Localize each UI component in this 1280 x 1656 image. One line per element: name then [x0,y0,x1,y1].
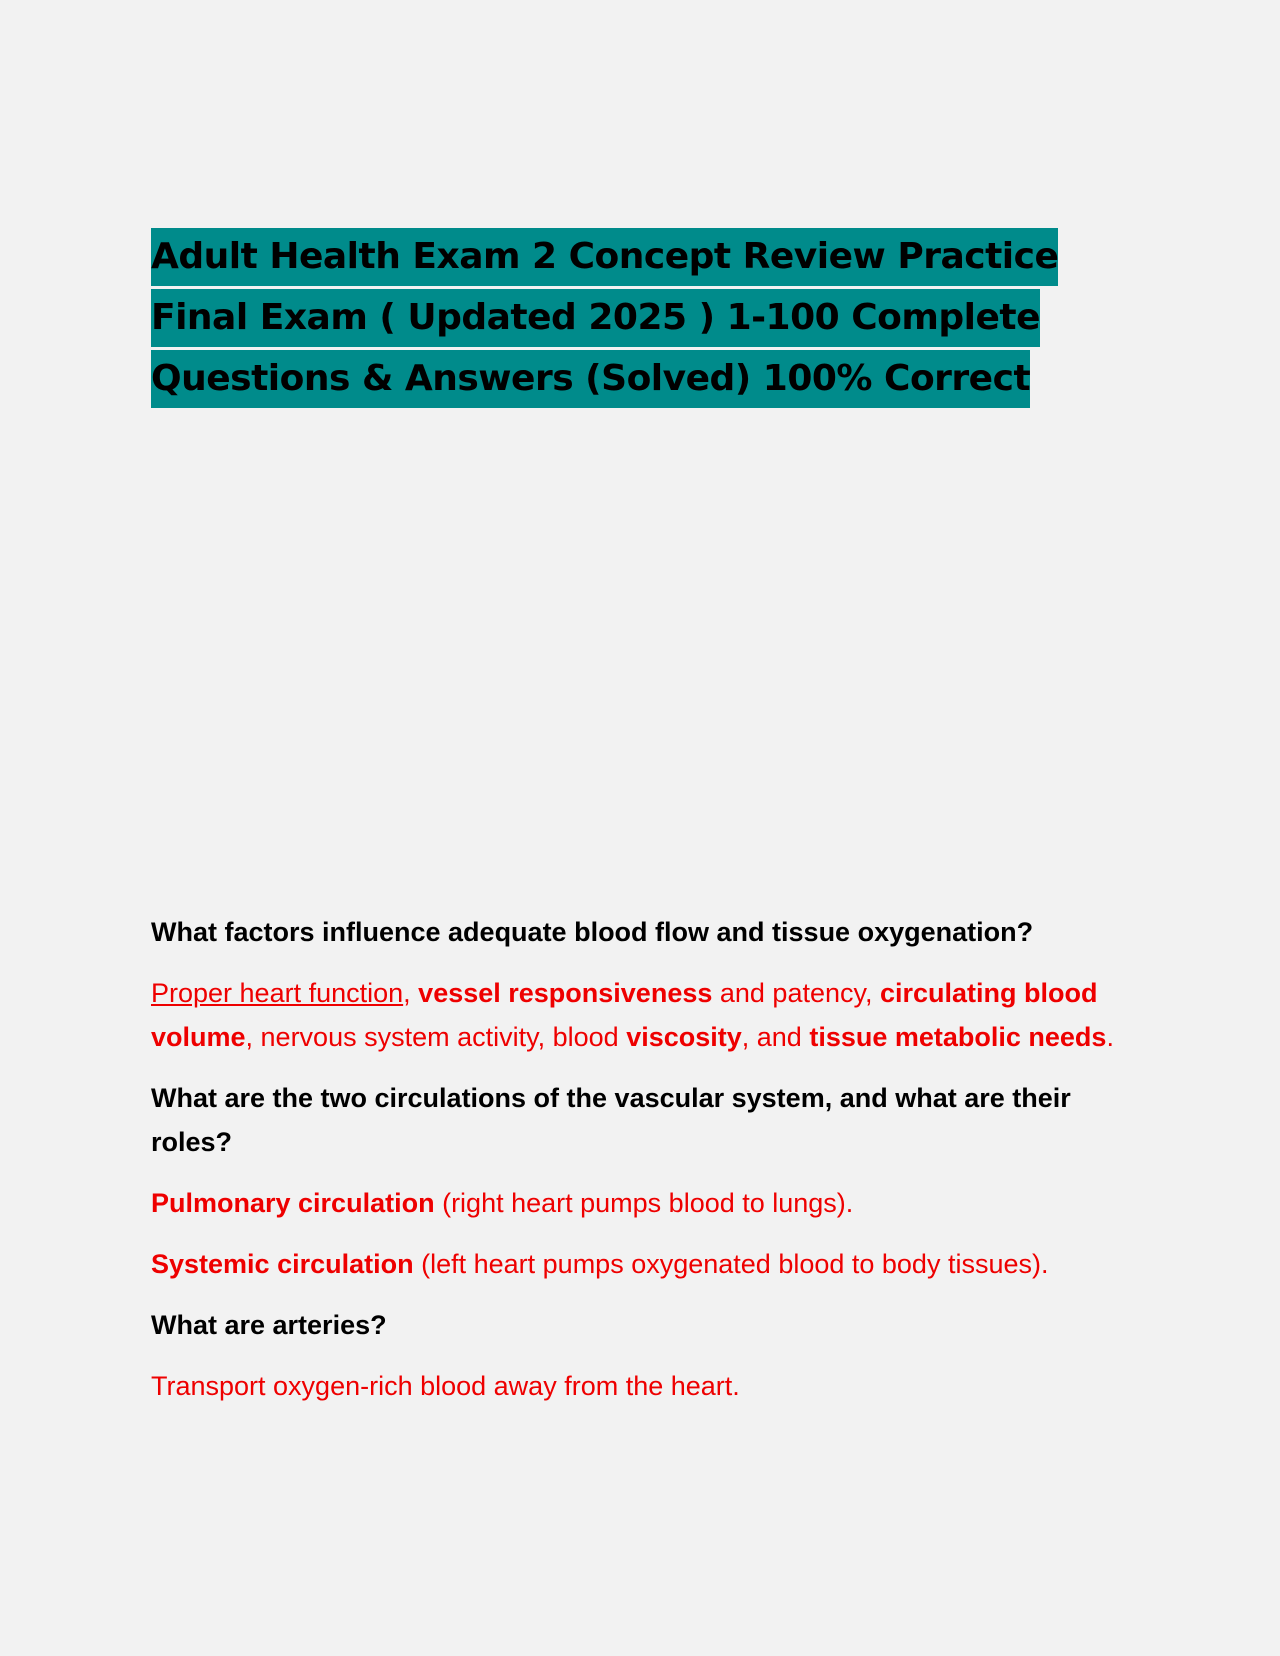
answer-1-text: , [403,978,419,1008]
answer-1-text: , nervous system activity, blood [245,1022,627,1052]
answer-2-pulmonary-text: (right heart pumps blood to lungs). [434,1188,854,1218]
answer-1-bold: viscosity [626,1022,742,1052]
question-3: What are arteries? [151,1310,387,1340]
answer-1-text: and patency, [712,978,880,1008]
answer-2-pulmonary-bold: Pulmonary circulation [151,1188,435,1218]
title-line-1: Adult Health Exam 2 Concept Review Practice [151,228,1058,286]
title-line [151,289,1111,347]
title-line-3: Questions & Answers (Solved) 100% Correct [151,350,1030,408]
title-line-2: Final Exam ( Updated 2025 ) 1-100 Complete [151,289,1040,347]
question-1: What factors influence adequate blood flow and tissue oxygenation? [151,917,1034,947]
title-line [151,350,1111,408]
answer-1-text: . [1106,1022,1114,1052]
answer-1-bold: vessel responsiveness [418,978,713,1008]
answer-1-bold: circulating blood volume [151,978,1098,1052]
answer-2-systemic-text: (left heart pumps oxygenated blood to body tissues). [413,1249,1049,1279]
answer-1-text: , and [741,1022,810,1052]
qa-content [151,910,1126,1425]
question-2: What are the two circulations of the vascular system, and what are their roles? [151,1083,1071,1157]
answer-3: Transport oxygen-rich blood away from the heart. [151,1371,740,1401]
answer-2-systemic [151,1242,1126,1286]
answer-1-bold: tissue metabolic needs [809,1022,1107,1052]
answer-1 [151,971,1126,1059]
document-title [151,228,1111,411]
answer-1-underlined: Proper heart function [151,978,404,1008]
answer-2-systemic-bold: Systemic circulation [151,1249,414,1279]
title-line [151,228,1111,286]
answer-2-pulmonary [151,1181,1126,1225]
